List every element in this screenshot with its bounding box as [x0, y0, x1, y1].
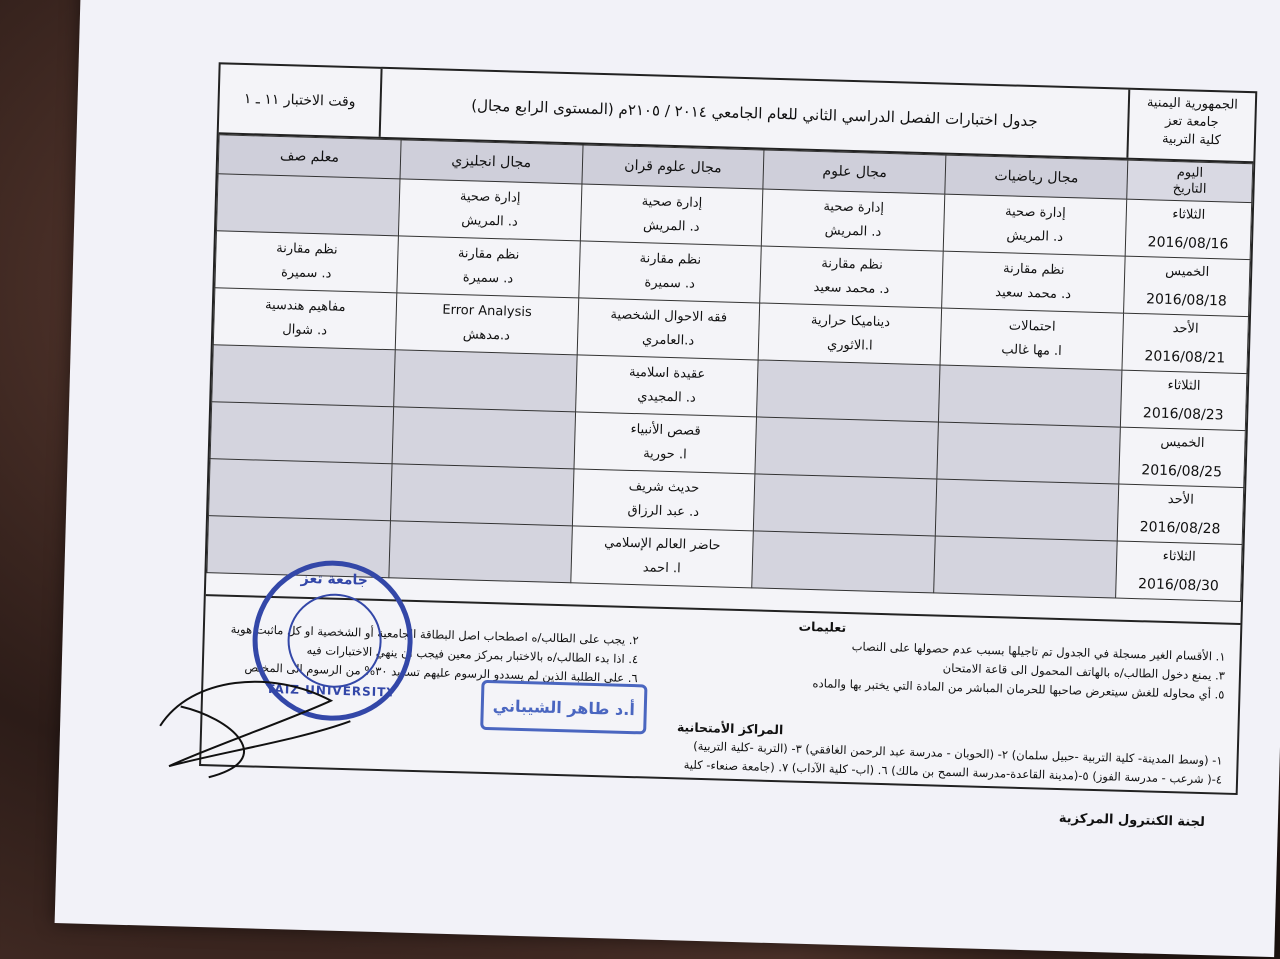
university-block: [1126, 90, 1255, 162]
date-header: التاريخ: [1172, 180, 1207, 197]
day-header: اليوم: [1176, 165, 1204, 181]
paper-sheet: [55, 0, 1280, 957]
subject-name: [208, 544, 389, 549]
subject-name: حاضر العالم الإسلامي: [604, 535, 721, 554]
day-name: الأحد: [1167, 491, 1194, 508]
instructor-name: د. المريش: [642, 218, 700, 235]
subject-cell: [398, 179, 581, 241]
instructor-name: [940, 394, 1121, 399]
university-name: جامعة تعز: [1165, 113, 1219, 131]
day-name: الثلاثاء: [1167, 377, 1201, 394]
day-cell: [1116, 541, 1243, 601]
subject-name: [937, 507, 1118, 512]
subject-name: نظم مقارنة: [821, 256, 884, 273]
subject-name: حديث شريف: [628, 478, 700, 496]
subject-name: نظم مقارنة: [639, 251, 702, 268]
subject-cell: [943, 194, 1126, 256]
subject-name: [392, 492, 573, 497]
instructor-name: ا. احمد: [642, 560, 681, 577]
instructor-name: ا.الاثوري: [826, 337, 873, 354]
instructions-heading: تعليمات: [798, 618, 847, 636]
subject-cell: [760, 246, 943, 308]
subject-cell: [572, 469, 755, 531]
subject-cell: [752, 531, 935, 593]
subject-name: إدارة صحية: [823, 199, 885, 216]
instructor-name: [393, 435, 574, 440]
subject-name: [393, 435, 574, 440]
subject-name: Error Analysis: [442, 302, 532, 321]
instructor-name: [390, 549, 571, 554]
subject-name: قصص الأنبياء: [630, 421, 701, 439]
instructor-name: [211, 430, 392, 435]
math-header: مجال رياضيات: [945, 155, 1128, 199]
day-cell: [1117, 484, 1244, 544]
signature-stamp: أ.د طاهر الشيباني: [480, 680, 647, 735]
instructor-name: [395, 378, 576, 383]
instructor-name: [938, 451, 1119, 456]
subject-cell: [578, 241, 761, 303]
subject-name: عقيدة اسلامية: [628, 364, 706, 382]
subject-cell: [570, 526, 753, 588]
subject-cell: [937, 422, 1120, 484]
committee-name: لجنة الكنترول المركزية: [1058, 811, 1206, 831]
subject-cell: [577, 298, 760, 360]
english-header: مجال انجليزي: [400, 140, 583, 184]
day-name: الثلاثاء: [1172, 206, 1206, 223]
day-name: الخميس: [1165, 263, 1210, 281]
day-cell: [1124, 256, 1251, 316]
quran-header: مجال علوم قران: [582, 145, 765, 189]
subject-name: [940, 394, 1121, 399]
day-cell: [1125, 199, 1252, 259]
science-header: مجال علوم: [763, 150, 946, 194]
instructor-name: [392, 492, 573, 497]
instructor-name: د. محمد سعيد: [813, 279, 890, 298]
centers-line-1: ١- (وسط المدينة- كلية التربية -حبيل سلمان) ٢- (الحوبان - مدرسة عبد الرحمن الغافقي) ٣- (التربة -كلية التربية): [693, 738, 1223, 768]
instructor-name: د. سميرة: [280, 265, 332, 282]
day-name: الثلاثاء: [1162, 548, 1196, 565]
faculty-name: كلية التربية: [1161, 131, 1221, 149]
instruction-1: ١. الأقسام الغير مسجلة في الجدول تم تاجيلها بسبب عدم حصولها على النصاب: [851, 639, 1226, 664]
schedule-table: [206, 134, 1253, 602]
subject-cell: [757, 360, 940, 422]
subject-cell: [755, 417, 938, 479]
instructor-name: د. عبد الرزاق: [627, 502, 700, 520]
subject-cell: [574, 412, 757, 474]
seal-arabic-text: جامعة تعز: [300, 570, 369, 589]
subject-name: فقه الاحوال الشخصية: [610, 307, 728, 326]
subject-name: مفاهيم هندسية: [264, 297, 346, 315]
day-name: الخميس: [1160, 434, 1205, 451]
instructor-name: [935, 564, 1116, 569]
exam-date: 2016/08/18: [1145, 291, 1227, 310]
day-date-header: [1127, 160, 1253, 202]
instructor-name: [213, 373, 394, 378]
exam-date: 2016/08/28: [1139, 519, 1221, 538]
instructions-right: [664, 613, 1226, 705]
subject-cell: [395, 293, 578, 355]
day-name: الأحد: [1172, 321, 1199, 337]
subject-cell: [759, 303, 942, 365]
instructor-name: د.مدهش: [462, 327, 511, 344]
day-cell: [1122, 313, 1249, 373]
instructor-name: د. شوال: [282, 322, 328, 339]
subject-cell: [580, 184, 763, 246]
subject-cell: [212, 345, 395, 407]
subject-name: [210, 487, 391, 492]
instructor-name: [937, 507, 1118, 512]
subject-cell: [213, 288, 396, 350]
exam-date: 2016/08/25: [1141, 462, 1223, 481]
subject-name: [753, 559, 934, 564]
instructor-name: [218, 202, 399, 207]
instructor-name: ا. مها غالب: [1001, 342, 1062, 359]
seal-english-text: TAIZ UNIVERSITY: [266, 681, 397, 700]
instructor-name: د. المريش: [461, 213, 519, 230]
subject-name: [395, 378, 576, 383]
subject-name: إدارة صحية: [459, 189, 521, 206]
instructor-name: د.العامري: [641, 332, 695, 349]
subject-cell: [940, 308, 1123, 370]
instructor-name: د. سميرة: [644, 275, 696, 292]
subject-cell: [392, 407, 575, 469]
instructor-name: [755, 502, 936, 507]
instructor-name: [210, 487, 391, 492]
subject-name: [218, 202, 399, 207]
subject-cell: [762, 189, 945, 251]
subject-name: إدارة صحية: [1004, 204, 1066, 221]
instruction-6: ٦. على الطلبة الذين لم يسددو الرسوم عليهم تسديد ٣٠% من الرسوم الى المختص: [244, 660, 638, 686]
exam-date: 2016/08/21: [1144, 348, 1226, 367]
exam-date: 2016/08/16: [1147, 234, 1229, 253]
subject-name: [390, 549, 571, 554]
instruction-2: ٢. يجب على الطالب/ه اصطحاب اصل البطاقة الجامعية أو الشخصية او كل ماثبت هوية: [230, 621, 639, 648]
instructor-name: د. المريش: [824, 223, 882, 240]
subject-cell: [934, 536, 1117, 598]
subject-cell: [754, 474, 937, 536]
exam-time: وقت الاختبار ١١ ـ ١: [243, 90, 356, 111]
subject-cell: [209, 459, 392, 521]
subject-name: احتمالات: [1008, 318, 1056, 335]
day-cell: [1119, 427, 1246, 487]
subject-cell: [935, 479, 1118, 541]
subject-cell: [942, 251, 1125, 313]
subject-cell: [939, 365, 1122, 427]
subject-name: [935, 564, 1116, 569]
subject-cell: [390, 464, 573, 526]
subject-name: نظم مقارنة: [457, 246, 520, 263]
subject-cell: [389, 521, 572, 583]
handwritten-signature: [148, 656, 372, 792]
country-name: الجمهورية اليمنية: [1146, 95, 1239, 113]
instruction-3: ٣. يمنع دخول الطالب/ه بالهاتف المحمول الى قاعة الامتحان: [942, 660, 1226, 683]
subject-name: [757, 445, 938, 450]
subject-cell: [216, 174, 399, 236]
instructor-name: [208, 544, 389, 549]
exam-centers: [222, 705, 1223, 790]
instructor-name: د. المريش: [1006, 228, 1064, 245]
subject-name: [938, 451, 1119, 456]
subject-name: [758, 388, 939, 393]
instructor-name: د. المجيدي: [637, 389, 696, 406]
class-teacher-header: معلم صف: [218, 135, 401, 179]
subject-cell: [210, 402, 393, 464]
instruction-4: ٤. اذا بدء الطالب/ه بالاختبار بمركز معين فيجب ان ينهي الاختبارات فيه: [306, 642, 639, 667]
instructor-name: [757, 445, 938, 450]
subject-name: [755, 502, 936, 507]
subject-name: نظم مقارنة: [275, 240, 338, 258]
subject-name: [211, 430, 392, 435]
subject-cell: [393, 350, 576, 412]
instructor-name: [758, 388, 939, 393]
subject-cell: [215, 231, 398, 293]
centers-heading: المراكز الأمتحانية: [676, 719, 784, 738]
subject-name: ديناميكا حرارية: [810, 312, 891, 331]
instructor-name: د. محمد سعيد: [995, 285, 1072, 303]
instructor-name: د. سميرة: [462, 270, 514, 287]
instructor-name: [753, 559, 934, 564]
subject-name: [213, 373, 394, 378]
subject-cell: [397, 236, 580, 298]
subject-name: نظم مقارنة: [1002, 261, 1065, 278]
day-cell: [1120, 370, 1247, 430]
instruction-5: ٥. أي محاوله للغش سيتعرض صاحبها للحرمان المباشر من المادة التي يختبر بها والماده: [812, 676, 1225, 702]
exam-date: 2016/08/23: [1142, 405, 1224, 424]
subject-cell: [575, 355, 758, 417]
centers-line-2: ٤-( شرعب - مدرسة الفوز) ٥-(مدينة القاعدة-مدرسة السمح بن مالك) ٦. (اب- كلية الآداب) ٧. (جامعة صنعاء- كلية: [683, 757, 1223, 787]
subject-name: إدارة صحية: [641, 194, 703, 211]
instructor-name: ا. حورية: [642, 446, 687, 463]
exam-date: 2016/08/30: [1137, 576, 1220, 595]
schedule-title: جدول اختبارات الفصل الدراسي الثاني للعام الجامعي ٢٠١٤ / ٢١٠٥م (المستوى الرابع مجال): [379, 69, 1129, 158]
